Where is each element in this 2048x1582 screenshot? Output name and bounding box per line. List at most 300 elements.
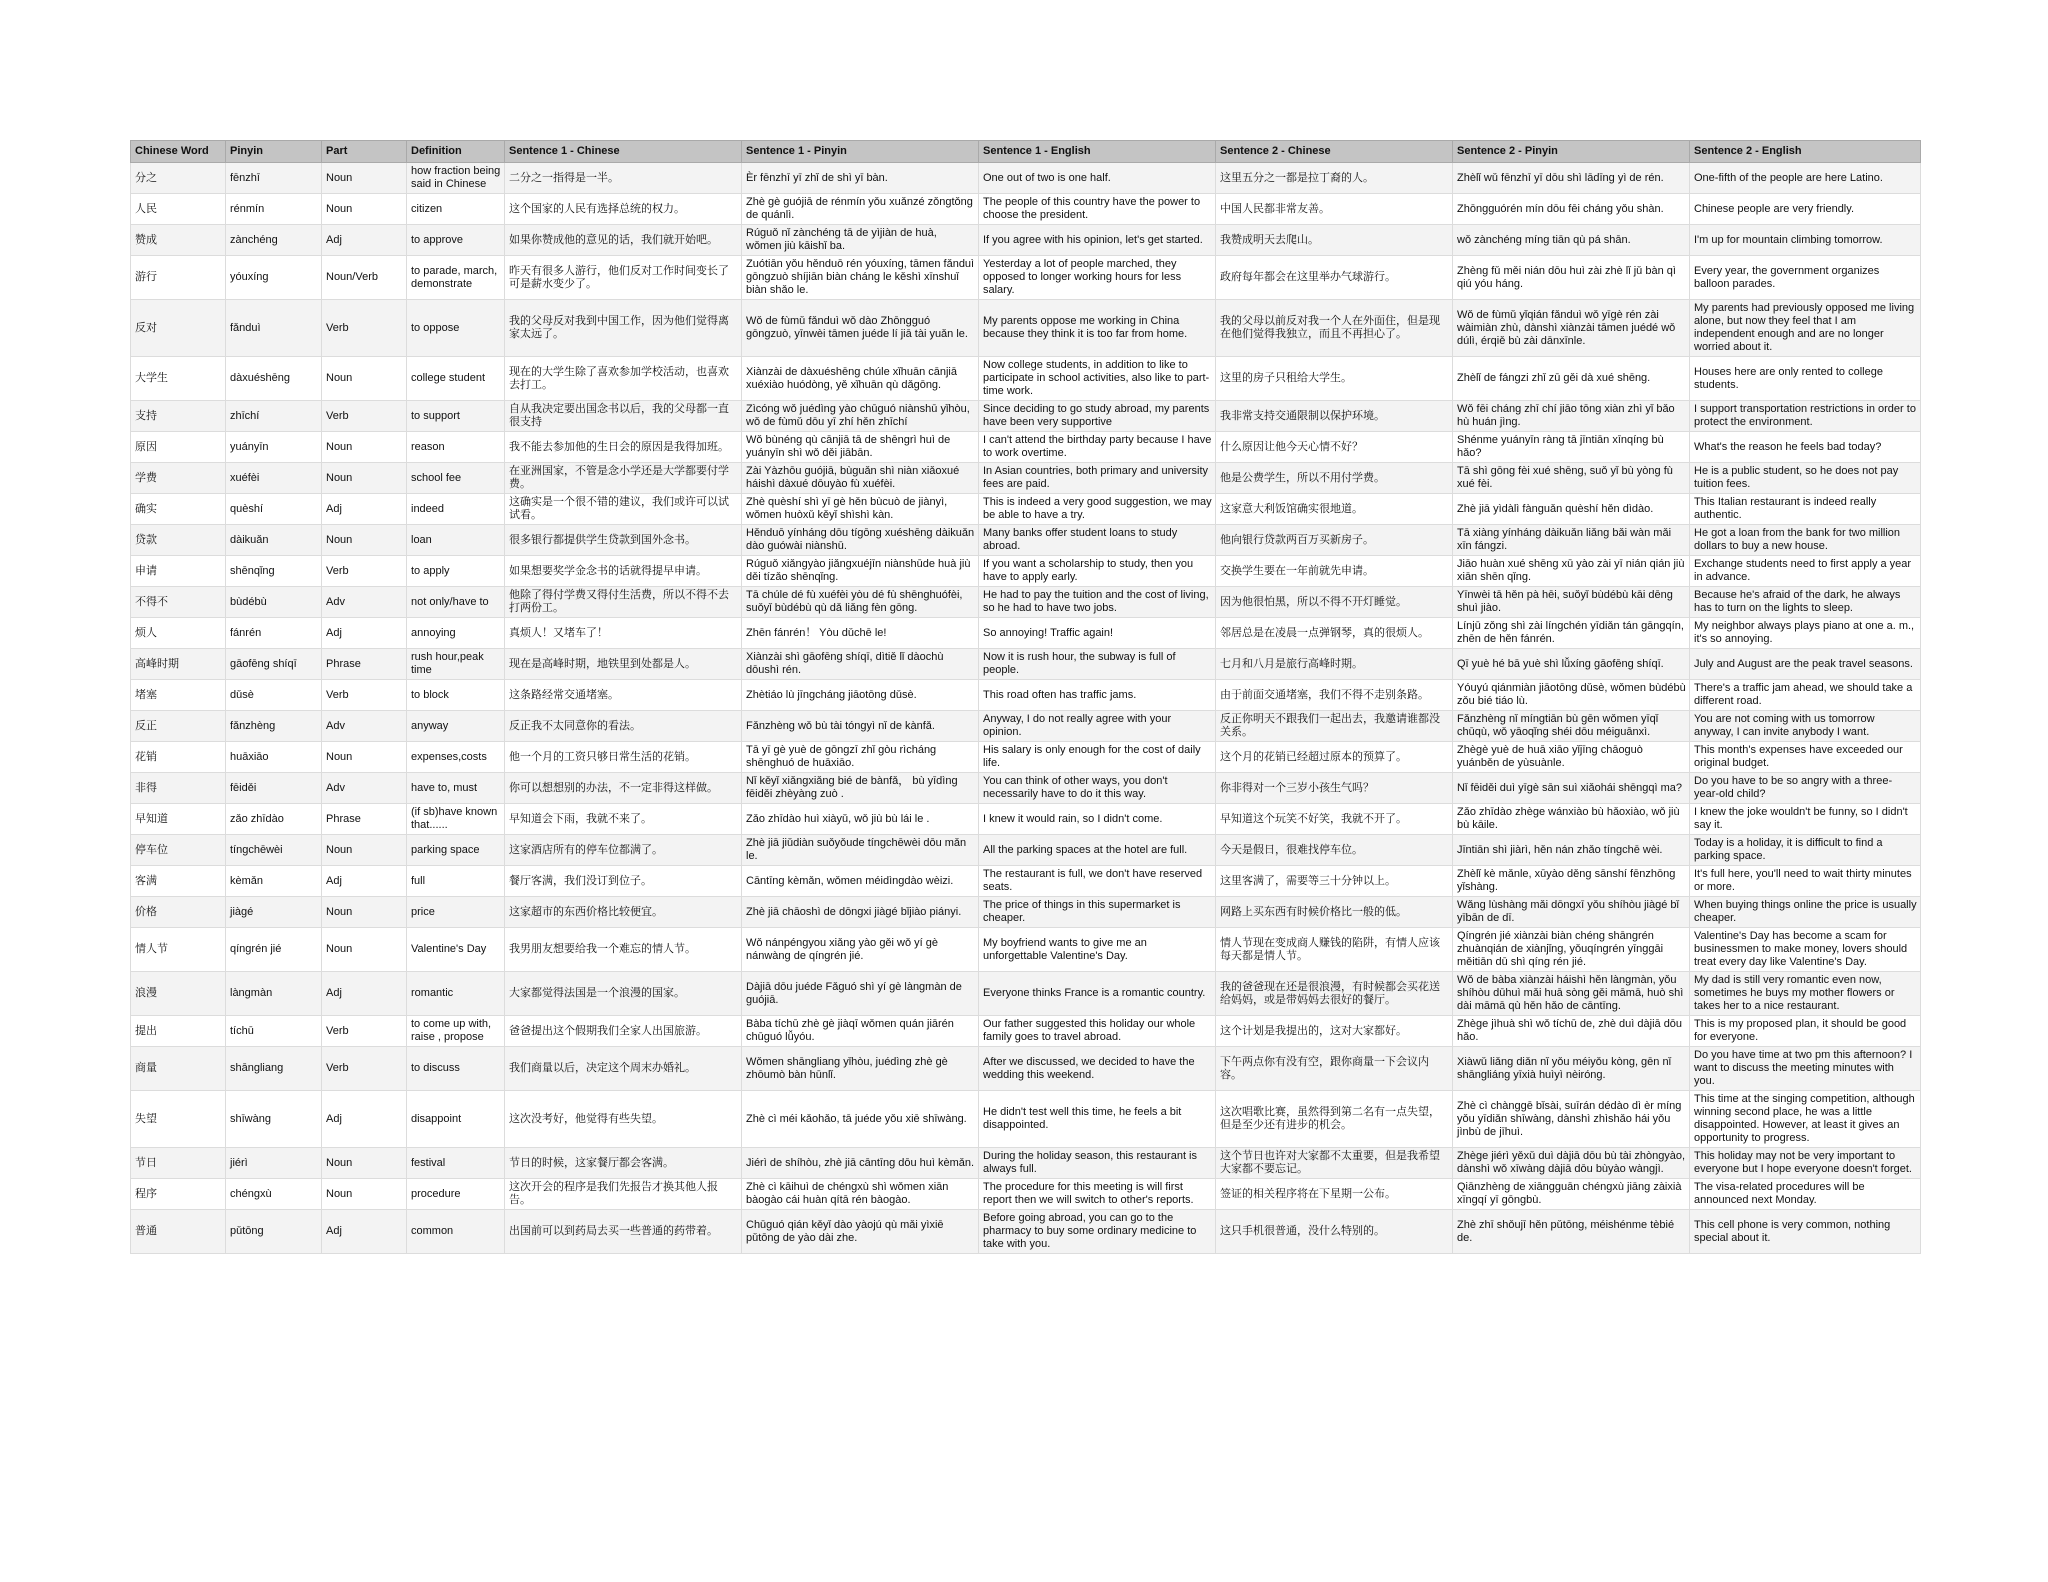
cell-definition: to come up with, raise , propose xyxy=(407,1016,505,1047)
cell-sentence1-chinese: 爸爸提出这个假期我们全家人出国旅游。 xyxy=(505,1016,742,1047)
cell-sentence2-english: The visa-related procedures will be announced next Monday. xyxy=(1690,1179,1921,1210)
cell-definition: indeed xyxy=(407,494,505,525)
cell-part: Adv xyxy=(322,587,407,618)
cell-pinyin: dàxuéshēng xyxy=(226,357,322,401)
cell-definition: to discuss xyxy=(407,1047,505,1091)
table-row xyxy=(131,1179,1921,1210)
cell-sentence2-english: It's full here, you'll need to wait thirty minutes or more. xyxy=(1690,866,1921,897)
cell-sentence2-english: This cell phone is very common, nothing special about it. xyxy=(1690,1210,1921,1254)
cell-definition: school fee xyxy=(407,463,505,494)
cell-part: Noun xyxy=(322,163,407,194)
cell-sentence1-english: The restaurant is full, we don't have reserved seats. xyxy=(979,866,1216,897)
cell-sentence2-chinese: 你非得对一个三岁小孩生气吗？ xyxy=(1216,773,1453,804)
cell-part: Noun xyxy=(322,357,407,401)
cell-sentence1-chinese: 昨天有很多人游行，他们反对工作时间变长了可是薪水变少了。 xyxy=(505,256,742,300)
table-row xyxy=(131,225,1921,256)
cell-sentence2-chinese: 由于前面交通堵塞，我们不得不走别条路。 xyxy=(1216,680,1453,711)
cell-definition: to block xyxy=(407,680,505,711)
cell-definition: to parade, march, demonstrate xyxy=(407,256,505,300)
cell-sentence2-english: Because he's afraid of the dark, he always has to turn on the lights to sleep. xyxy=(1690,587,1921,618)
cell-chinese-word: 早知道 xyxy=(131,804,226,835)
cell-sentence2-chinese: 七月和八月是旅行高峰时期。 xyxy=(1216,649,1453,680)
cell-sentence1-chinese: 出国前可以到药局去买一些普通的药带着。 xyxy=(505,1210,742,1254)
cell-definition: expenses,costs xyxy=(407,742,505,773)
cell-pinyin: jiàgé xyxy=(226,897,322,928)
cell-chinese-word: 申请 xyxy=(131,556,226,587)
table-row xyxy=(131,742,1921,773)
cell-sentence2-chinese: 这里客满了，需要等三十分钟以上。 xyxy=(1216,866,1453,897)
cell-sentence1-english: This is indeed a very good suggestion, we may be able to have a try. xyxy=(979,494,1216,525)
cell-sentence1-english: One out of two is one half. xyxy=(979,163,1216,194)
cell-sentence2-pinyin: Zhège jiérì yěxǔ duì dàjiā dōu bù tài zhòngyào, dànshì wǒ xīwàng dàjiā dōu bùyào wàngjì. xyxy=(1453,1148,1690,1179)
cell-sentence1-pinyin: Cāntīng kèmǎn, wǒmen méidìngdào wèizi. xyxy=(742,866,979,897)
cell-sentence1-english: Everyone thinks France is a romantic country. xyxy=(979,972,1216,1016)
cell-definition: how fraction being said in Chinese xyxy=(407,163,505,194)
cell-sentence2-english: My neighbor always plays piano at one a. m., it's so annoying. xyxy=(1690,618,1921,649)
cell-sentence1-chinese: 这次没考好，他觉得有些失望。 xyxy=(505,1091,742,1148)
cell-sentence2-english: This time at the singing competition, although winning second place, he was a little disappointed. However, at least it gives an opportunity to progress. xyxy=(1690,1091,1921,1148)
cell-pinyin: zǎo zhīdào xyxy=(226,804,322,835)
cell-sentence1-pinyin: Dàjiā dōu juéde Fǎguó shì yí gè làngmàn de guójiā. xyxy=(742,972,979,1016)
cell-sentence2-pinyin: Shénme yuányīn ràng tā jīntiān xīnqíng bù hǎo? xyxy=(1453,432,1690,463)
column-header-sentence1-chinese: Sentence 1 - Chinese xyxy=(505,141,742,163)
cell-pinyin: tíchū xyxy=(226,1016,322,1047)
cell-sentence2-english: I knew the joke wouldn't be funny, so I didn't say it. xyxy=(1690,804,1921,835)
cell-sentence1-pinyin: Zhè cì méi kǎohǎo, tā juéde yǒu xiē shīwàng. xyxy=(742,1091,979,1148)
cell-sentence1-english: So annoying! Traffic again! xyxy=(979,618,1216,649)
cell-sentence1-pinyin: Zǎo zhīdào huì xiàyǔ, wǒ jiù bù lái le . xyxy=(742,804,979,835)
cell-part: Phrase xyxy=(322,804,407,835)
cell-sentence2-chinese: 邻居总是在凌晨一点弹钢琴，真的很烦人。 xyxy=(1216,618,1453,649)
table-row xyxy=(131,680,1921,711)
column-header-part: Part xyxy=(322,141,407,163)
cell-sentence2-english: What's the reason he feels bad today? xyxy=(1690,432,1921,463)
cell-pinyin: zhīchí xyxy=(226,401,322,432)
cell-sentence1-pinyin: Wǒ de fùmǔ fǎnduì wǒ dào Zhōngguó gōngzuò, yīnwèi tāmen juéde lí jiā tài yuǎn le. xyxy=(742,300,979,357)
cell-sentence1-pinyin: Zhè gè guójiā de rénmín yǒu xuǎnzé zǒngtǒng de quánlì. xyxy=(742,194,979,225)
cell-pinyin: fánrén xyxy=(226,618,322,649)
table-row xyxy=(131,972,1921,1016)
cell-definition: have to, must xyxy=(407,773,505,804)
cell-sentence1-pinyin: Zhè jiā chāoshì de dōngxi jiàgé bǐjiào piányi. xyxy=(742,897,979,928)
cell-sentence1-pinyin: Zìcóng wǒ juédìng yào chūguó niànshū yǐhòu, wǒ de fùmǔ dōu yī zhí hěn zhīchí xyxy=(742,401,979,432)
cell-sentence1-english: Many banks offer student loans to study abroad. xyxy=(979,525,1216,556)
cell-sentence2-english: There's a traffic jam ahead, we should take a different road. xyxy=(1690,680,1921,711)
cell-definition: festival xyxy=(407,1148,505,1179)
cell-sentence2-chinese: 这家意大利饭馆确实很地道。 xyxy=(1216,494,1453,525)
header-row xyxy=(131,141,1921,163)
cell-sentence1-english: Our father suggested this holiday our whole family goes to travel abroad. xyxy=(979,1016,1216,1047)
cell-sentence1-english: All the parking spaces at the hotel are full. xyxy=(979,835,1216,866)
cell-chinese-word: 游行 xyxy=(131,256,226,300)
cell-definition: Valentine's Day xyxy=(407,928,505,972)
cell-sentence1-english: I can't attend the birthday party because I have to work overtime. xyxy=(979,432,1216,463)
cell-chinese-word: 确实 xyxy=(131,494,226,525)
cell-sentence2-chinese: 我的爸爸现在还是很浪漫，有时候都会买花送给妈妈，或是带妈妈去很好的餐厅。 xyxy=(1216,972,1453,1016)
cell-sentence2-english: Exchange students need to first apply a year in advance. xyxy=(1690,556,1921,587)
cell-sentence2-english: He is a public student, so he does not pay tuition fees. xyxy=(1690,463,1921,494)
cell-chinese-word: 原因 xyxy=(131,432,226,463)
cell-definition: to approve xyxy=(407,225,505,256)
cell-chinese-word: 停车位 xyxy=(131,835,226,866)
cell-part: Verb xyxy=(322,1047,407,1091)
cell-pinyin: xuéfèi xyxy=(226,463,322,494)
cell-sentence2-chinese: 网路上买东西有时候价格比一般的低。 xyxy=(1216,897,1453,928)
cell-sentence1-pinyin: Xiànzài de dàxuéshēng chúle xǐhuān cānjiā xuéxiào huódòng, yě xǐhuān qù dǎgōng. xyxy=(742,357,979,401)
column-header-pinyin: Pinyin xyxy=(226,141,322,163)
cell-sentence1-chinese: 我的父母反对我到中国工作，因为他们觉得离家太远了。 xyxy=(505,300,742,357)
cell-sentence1-chinese: 节日的时候，这家餐厅都会客满。 xyxy=(505,1148,742,1179)
cell-part: Verb xyxy=(322,1016,407,1047)
cell-sentence2-chinese: 交换学生要在一年前就先申请。 xyxy=(1216,556,1453,587)
cell-sentence2-chinese: 这个节日也许对大家都不太重要，但是我希望大家都不要忘记。 xyxy=(1216,1148,1453,1179)
cell-chinese-word: 提出 xyxy=(131,1016,226,1047)
column-header-sentence1-pinyin: Sentence 1 - Pinyin xyxy=(742,141,979,163)
cell-sentence2-chinese: 这只手机很普通，没什么特别的。 xyxy=(1216,1210,1453,1254)
cell-sentence1-chinese: 这家酒店所有的停车位都满了。 xyxy=(505,835,742,866)
cell-sentence2-english: Houses here are only rented to college students. xyxy=(1690,357,1921,401)
cell-definition: disappoint xyxy=(407,1091,505,1148)
cell-chinese-word: 分之 xyxy=(131,163,226,194)
cell-sentence1-english: The procedure for this meeting is will first report then we will switch to other's reports. xyxy=(979,1179,1216,1210)
cell-sentence1-chinese: 很多银行都提供学生贷款到国外念书。 xyxy=(505,525,742,556)
cell-sentence1-pinyin: Rúguǒ nǐ zànchéng tā de yìjiàn de huà, wǒmen jiù kāishǐ ba. xyxy=(742,225,979,256)
column-header-sentence1-english: Sentence 1 - English xyxy=(979,141,1216,163)
cell-sentence2-pinyin: Zhè cì chànggē bǐsài, suīrán dédào dì èr míng yǒu yīdiǎn shīwàng, dànshì zhìshǎo hái yǒu jìnbù de jīhuì. xyxy=(1453,1091,1690,1148)
cell-sentence2-english: This Italian restaurant is indeed really authentic. xyxy=(1690,494,1921,525)
table-row xyxy=(131,401,1921,432)
cell-sentence2-pinyin: Zhōngguórén mín dōu fēi cháng yǒu shàn. xyxy=(1453,194,1690,225)
cell-part: Phrase xyxy=(322,649,407,680)
cell-sentence1-chinese: 自从我决定要出国念书以后，我的父母都一直很支持 xyxy=(505,401,742,432)
table-row xyxy=(131,432,1921,463)
cell-chinese-word: 节日 xyxy=(131,1148,226,1179)
cell-pinyin: làngmàn xyxy=(226,972,322,1016)
table-row xyxy=(131,494,1921,525)
table-row xyxy=(131,556,1921,587)
cell-chinese-word: 浪漫 xyxy=(131,972,226,1016)
cell-sentence1-chinese: 他除了得付学费又得付生活费，所以不得不去打两份工。 xyxy=(505,587,742,618)
cell-sentence1-pinyin: Jiérì de shíhòu, zhè jiā cāntīng dōu huì kèmǎn. xyxy=(742,1148,979,1179)
cell-sentence1-pinyin: Rúguǒ xiǎngyào jiǎngxuéjīn niànshūde huà jiù děi tízǎo shēnqǐng. xyxy=(742,556,979,587)
cell-sentence1-chinese: 我男朋友想要给我一个难忘的情人节。 xyxy=(505,928,742,972)
cell-sentence2-english: This month's expenses have exceeded our original budget. xyxy=(1690,742,1921,773)
table-row xyxy=(131,773,1921,804)
cell-part: Adj xyxy=(322,618,407,649)
table-row xyxy=(131,711,1921,742)
cell-chinese-word: 学费 xyxy=(131,463,226,494)
cell-sentence1-english: If you want a scholarship to study, then you have to apply early. xyxy=(979,556,1216,587)
cell-sentence1-english: In Asian countries, both primary and university fees are paid. xyxy=(979,463,1216,494)
cell-definition: annoying xyxy=(407,618,505,649)
cell-sentence2-pinyin: Zǎo zhīdào zhège wánxiào bù hǎoxiào, wǒ jiù bù kāile. xyxy=(1453,804,1690,835)
cell-sentence1-english: He didn't test well this time, he feels a bit disappointed. xyxy=(979,1091,1216,1148)
cell-sentence1-english: Yesterday a lot of people marched, they opposed to longer working hours for less salary. xyxy=(979,256,1216,300)
cell-sentence2-english: Valentine's Day has become a scam for businessmen to make money, lovers should treat every day like Valentine's Day. xyxy=(1690,928,1921,972)
cell-sentence1-pinyin: Wǒ bùnéng qù cānjiā tā de shēngrì huì de yuányīn shì wǒ děi jiābān. xyxy=(742,432,979,463)
cell-sentence2-english: Today is a holiday, it is difficult to find a parking space. xyxy=(1690,835,1921,866)
cell-pinyin: pǔtōng xyxy=(226,1210,322,1254)
cell-sentence2-pinyin: Zhège jìhuà shì wǒ tíchū de, zhè duì dàjiā dōu hǎo. xyxy=(1453,1016,1690,1047)
cell-pinyin: bùdébù xyxy=(226,587,322,618)
table-row xyxy=(131,587,1921,618)
cell-sentence2-chinese: 签证的相关程序将在下星期一公布。 xyxy=(1216,1179,1453,1210)
cell-sentence2-chinese: 这里五分之一都是拉丁裔的人。 xyxy=(1216,163,1453,194)
cell-sentence1-english: Before going abroad, you can go to the pharmacy to buy some ordinary medicine to take with you. xyxy=(979,1210,1216,1254)
cell-sentence2-pinyin: Xiàwǔ liǎng diǎn nǐ yǒu méiyǒu kòng, gēn nǐ shāngliáng yīxià huìyì nèiróng. xyxy=(1453,1047,1690,1091)
cell-pinyin: fǎnzhèng xyxy=(226,711,322,742)
cell-sentence1-chinese: 这个国家的人民有选择总统的权力。 xyxy=(505,194,742,225)
cell-sentence1-chinese: 大家都觉得法国是一个浪漫的国家。 xyxy=(505,972,742,1016)
cell-pinyin: jiérì xyxy=(226,1148,322,1179)
cell-sentence2-chinese: 这个月的花销已经超过原本的预算了。 xyxy=(1216,742,1453,773)
cell-sentence2-english: Do you have to be so angry with a three-year-old child? xyxy=(1690,773,1921,804)
table-row xyxy=(131,300,1921,357)
cell-sentence2-chinese: 下午两点你有没有空，跟你商量一下会议内容。 xyxy=(1216,1047,1453,1091)
table-body xyxy=(131,163,1921,1254)
cell-chinese-word: 大学生 xyxy=(131,357,226,401)
cell-part: Adv xyxy=(322,773,407,804)
cell-part: Noun xyxy=(322,897,407,928)
cell-sentence2-chinese: 这里的房子只租给大学生。 xyxy=(1216,357,1453,401)
cell-sentence2-pinyin: Wǒ de bàba xiànzài háishì hěn làngmàn, yǒu shíhòu dūhuì mǎi huā sòng gěi māmā, huò shì dài māmā qù hěn hǎo de cāntīng. xyxy=(1453,972,1690,1016)
cell-part: Verb xyxy=(322,300,407,357)
cell-sentence1-english: Since deciding to go study abroad, my parents have been very supportive xyxy=(979,401,1216,432)
table-row xyxy=(131,1210,1921,1254)
cell-definition: to oppose xyxy=(407,300,505,357)
cell-part: Adj xyxy=(322,225,407,256)
cell-sentence1-chinese: 我们商量以后，决定这个周末办婚礼。 xyxy=(505,1047,742,1091)
cell-sentence1-chinese: 早知道会下雨，我就不来了。 xyxy=(505,804,742,835)
vocabulary-sheet xyxy=(130,140,1920,1254)
cell-sentence2-pinyin: Línjū zǒng shì zài língchén yīdiǎn tán gāngqín, zhēn de hěn fánrén. xyxy=(1453,618,1690,649)
cell-chinese-word: 程序 xyxy=(131,1179,226,1210)
cell-sentence2-pinyin: Qī yuè hé bā yuè shì lǚxíng gāofēng shíqī. xyxy=(1453,649,1690,680)
cell-sentence2-pinyin: Zhè jiā yìdàlì fànguǎn quèshí hěn dìdào. xyxy=(1453,494,1690,525)
cell-pinyin: zànchéng xyxy=(226,225,322,256)
table-row xyxy=(131,357,1921,401)
cell-part: Noun xyxy=(322,194,407,225)
cell-sentence1-english: My parents oppose me working in China because they think it is too far from home. xyxy=(979,300,1216,357)
cell-part: Noun xyxy=(322,835,407,866)
cell-sentence1-chinese: 如果你赞成他的意见的话，我们就开始吧。 xyxy=(505,225,742,256)
cell-part: Noun xyxy=(322,525,407,556)
column-header-chinese-word: Chinese Word xyxy=(131,141,226,163)
cell-sentence1-english: Now college students, in addition to like to participate in school activities, also like to part-time work. xyxy=(979,357,1216,401)
cell-chinese-word: 花销 xyxy=(131,742,226,773)
cell-pinyin: tíngchēwèi xyxy=(226,835,322,866)
table-row xyxy=(131,835,1921,866)
cell-sentence2-pinyin: Wǒ fēi cháng zhī chí jiāo tōng xiàn zhì yǐ bǎo hù huán jìng. xyxy=(1453,401,1690,432)
cell-sentence2-pinyin: Tā xiàng yínháng dàikuǎn liǎng bǎi wàn mǎi xīn fángzi. xyxy=(1453,525,1690,556)
cell-definition: citizen xyxy=(407,194,505,225)
cell-sentence2-english: I'm up for mountain climbing tomorrow. xyxy=(1690,225,1921,256)
cell-sentence2-pinyin: Zhèlǐ wǔ fēnzhī yī dōu shì lādīng yì de rén. xyxy=(1453,163,1690,194)
cell-sentence2-pinyin: Fǎnzhèng nǐ míngtiān bù gēn wǒmen yīqǐ chūqù, wǒ yāoqǐng shéi dōu méiguānxì. xyxy=(1453,711,1690,742)
cell-sentence2-chinese: 这个计划是我提出的，这对大家都好。 xyxy=(1216,1016,1453,1047)
cell-sentence2-english: I support transportation restrictions in order to protect the environment. xyxy=(1690,401,1921,432)
cell-definition: not only/have to xyxy=(407,587,505,618)
cell-sentence1-pinyin: Èr fēnzhī yī zhǐ de shì yī bàn. xyxy=(742,163,979,194)
cell-sentence1-chinese: 这家超市的东西价格比较便宜。 xyxy=(505,897,742,928)
cell-sentence2-english: This holiday may not be very important to everyone but I hope everyone doesn't forget. xyxy=(1690,1148,1921,1179)
cell-sentence1-english: His salary is only enough for the cost of daily life. xyxy=(979,742,1216,773)
cell-sentence1-english: If you agree with his opinion, let's get started. xyxy=(979,225,1216,256)
cell-sentence2-english: Do you have time at two pm this afternoon? I want to discuss the meeting minutes with you. xyxy=(1690,1047,1921,1091)
cell-sentence1-pinyin: Zhēn fánrén！ Yòu dǔchē le! xyxy=(742,618,979,649)
cell-definition: common xyxy=(407,1210,505,1254)
cell-chinese-word: 普通 xyxy=(131,1210,226,1254)
cell-definition: rush hour,peak time xyxy=(407,649,505,680)
cell-sentence1-pinyin: Zhè jiā jiǔdiàn suǒyǒude tíngchēwèi dōu mǎn le. xyxy=(742,835,979,866)
cell-part: Verb xyxy=(322,401,407,432)
cell-definition: parking space xyxy=(407,835,505,866)
cell-sentence2-english: My dad is still very romantic even now, sometimes he buys my mother flowers or takes her to a nice restaurant. xyxy=(1690,972,1921,1016)
cell-sentence2-pinyin: Zhè zhī shǒujī hěn pǔtōng, méishénme tèbié de. xyxy=(1453,1210,1690,1254)
cell-sentence1-chinese: 这条路经常交通堵塞。 xyxy=(505,680,742,711)
column-header-sentence2-english: Sentence 2 - English xyxy=(1690,141,1921,163)
cell-chinese-word: 不得不 xyxy=(131,587,226,618)
cell-sentence2-chinese: 他向银行贷款两百万买新房子。 xyxy=(1216,525,1453,556)
cell-chinese-word: 情人节 xyxy=(131,928,226,972)
cell-part: Adj xyxy=(322,866,407,897)
cell-sentence1-pinyin: Zhè quèshí shì yī gè hěn bùcuò de jiànyì, wǒmen huòxǔ kěyǐ shìshì kàn. xyxy=(742,494,979,525)
cell-definition: full xyxy=(407,866,505,897)
cell-sentence2-chinese: 中国人民都非常友善。 xyxy=(1216,194,1453,225)
cell-sentence2-english: Chinese people are very friendly. xyxy=(1690,194,1921,225)
cell-definition: price xyxy=(407,897,505,928)
cell-sentence1-english: He had to pay the tuition and the cost of living, so he had to have two jobs. xyxy=(979,587,1216,618)
cell-part: Adj xyxy=(322,972,407,1016)
cell-sentence1-chinese: 他一个月的工资只够日常生活的花销。 xyxy=(505,742,742,773)
cell-sentence1-pinyin: Zài Yàzhōu guójiā, bùguǎn shì niàn xiǎoxué háishì dàxué dōuyào fù xuéfèi. xyxy=(742,463,979,494)
cell-chinese-word: 反正 xyxy=(131,711,226,742)
cell-sentence1-pinyin: Bàba tíchū zhè gè jiàqī wǒmen quán jiārén chūguó lǚyóu. xyxy=(742,1016,979,1047)
cell-sentence1-chinese: 真烦人！又堵车了！ xyxy=(505,618,742,649)
table-row xyxy=(131,928,1921,972)
table-row xyxy=(131,804,1921,835)
cell-sentence2-chinese: 今天是假日，很难找停车位。 xyxy=(1216,835,1453,866)
cell-sentence1-pinyin: Wǒ nánpéngyou xiǎng yào gěi wǒ yí gè nánwàng de qíngrén jié. xyxy=(742,928,979,972)
cell-sentence1-english: Now it is rush hour, the subway is full of people. xyxy=(979,649,1216,680)
cell-sentence2-chinese: 情人节现在变成商人赚钱的陷阱，有情人应该每天都是情人节。 xyxy=(1216,928,1453,972)
cell-sentence1-pinyin: Zhètiáo lù jīngcháng jiāotōng dǔsè. xyxy=(742,680,979,711)
cell-chinese-word: 支持 xyxy=(131,401,226,432)
cell-pinyin: shīwàng xyxy=(226,1091,322,1148)
cell-sentence2-english: One-fifth of the people are here Latino. xyxy=(1690,163,1921,194)
cell-sentence2-chinese: 早知道这个玩笑不好笑，我就不开了。 xyxy=(1216,804,1453,835)
cell-sentence1-pinyin: Zuótiān yǒu hěnduō rén yóuxíng, tāmen fǎnduì gōngzuò shíjiān biàn cháng le kěshì xīnshuǐ biàn shǎo le. xyxy=(742,256,979,300)
cell-sentence1-english: During the holiday season, this restaurant is always full. xyxy=(979,1148,1216,1179)
table-row xyxy=(131,463,1921,494)
cell-sentence1-pinyin: Xiànzài shì gāofēng shíqī, dìtiě lǐ dàochù dōushì rén. xyxy=(742,649,979,680)
cell-sentence2-pinyin: Zhèlǐ de fángzi zhǐ zū gěi dà xué shēng. xyxy=(1453,357,1690,401)
cell-pinyin: fēnzhī xyxy=(226,163,322,194)
cell-pinyin: dǔsè xyxy=(226,680,322,711)
cell-sentence1-english: The price of things in this supermarket is cheaper. xyxy=(979,897,1216,928)
cell-part: Noun xyxy=(322,1148,407,1179)
cell-part: Adj xyxy=(322,1210,407,1254)
cell-part: Adj xyxy=(322,1091,407,1148)
cell-definition: to support xyxy=(407,401,505,432)
cell-chinese-word: 贷款 xyxy=(131,525,226,556)
cell-definition: reason xyxy=(407,432,505,463)
cell-sentence1-chinese: 现在的大学生除了喜欢参加学校活动，也喜欢去打工。 xyxy=(505,357,742,401)
table-row xyxy=(131,1016,1921,1047)
cell-sentence1-chinese: 我不能去参加他的生日会的原因是我得加班。 xyxy=(505,432,742,463)
cell-sentence2-english: He got a loan from the bank for two million dollars to buy a new house. xyxy=(1690,525,1921,556)
cell-sentence2-english: When buying things online the price is usually cheaper. xyxy=(1690,897,1921,928)
cell-chinese-word: 烦人 xyxy=(131,618,226,649)
cell-sentence2-english: Every year, the government organizes balloon parades. xyxy=(1690,256,1921,300)
table-row xyxy=(131,897,1921,928)
table-row xyxy=(131,1047,1921,1091)
cell-sentence2-pinyin: Yóuyú qiánmiàn jiāotōng dǔsè, wǒmen bùdébù zǒu bié tiáo lù. xyxy=(1453,680,1690,711)
cell-sentence2-pinyin: Zhèlǐ kè mǎnle, xūyào děng sānshí fēnzhōng yǐshàng. xyxy=(1453,866,1690,897)
cell-definition: loan xyxy=(407,525,505,556)
cell-sentence2-pinyin: Yīnwèi tā hěn pà hēi, suǒyǐ bùdébù kāi dēng shuì jiào. xyxy=(1453,587,1690,618)
cell-sentence1-pinyin: Zhè cì kāihuì de chéngxù shì wǒmen xiān bàogào cái huàn qítā rén bàogào. xyxy=(742,1179,979,1210)
cell-chinese-word: 赞成 xyxy=(131,225,226,256)
cell-sentence1-chinese: 你可以想想别的办法，不一定非得这样做。 xyxy=(505,773,742,804)
cell-part: Noun xyxy=(322,463,407,494)
cell-pinyin: qíngrén jié xyxy=(226,928,322,972)
cell-chinese-word: 非得 xyxy=(131,773,226,804)
cell-sentence1-pinyin: Fǎnzhèng wǒ bù tài tóngyì nǐ de kànfǎ. xyxy=(742,711,979,742)
column-header-sentence2-pinyin: Sentence 2 - Pinyin xyxy=(1453,141,1690,163)
cell-sentence2-chinese: 我的父母以前反对我一个人在外面住，但是现在他们觉得我独立，而且不再担心了。 xyxy=(1216,300,1453,357)
cell-sentence1-chinese: 现在是高峰时期，地铁里到处都是人。 xyxy=(505,649,742,680)
cell-sentence1-pinyin: Chūguó qián kěyǐ dào yàojú qù mǎi yìxiē pǔtōng de yào dài zhe. xyxy=(742,1210,979,1254)
cell-chinese-word: 客满 xyxy=(131,866,226,897)
cell-sentence2-pinyin: Zhèng fǔ měi nián dōu huì zài zhè lǐ jǔ bàn qì qiú yóu háng. xyxy=(1453,256,1690,300)
cell-sentence1-chinese: 这次开会的程序是我们先报告才换其他人报告。 xyxy=(505,1179,742,1210)
cell-sentence2-english: You are not coming with us tomorrow anyway, I can invite anybody I want. xyxy=(1690,711,1921,742)
cell-sentence2-english: My parents had previously opposed me living alone, but now they feel that I am independent enough and are no longer worried about it. xyxy=(1690,300,1921,357)
cell-sentence1-english: This road often has traffic jams. xyxy=(979,680,1216,711)
cell-part: Noun/Verb xyxy=(322,256,407,300)
cell-chinese-word: 失望 xyxy=(131,1091,226,1148)
cell-sentence1-english: My boyfriend wants to give me an unforgettable Valentine's Day. xyxy=(979,928,1216,972)
cell-sentence2-pinyin: Zhègè yuè de huā xiāo yǐjīng chāoguò yuánběn de yùsuànle. xyxy=(1453,742,1690,773)
cell-sentence1-chinese: 这确实是一个很不错的建议，我们或许可以试试看。 xyxy=(505,494,742,525)
cell-sentence2-chinese: 因为他很怕黑，所以不得不开灯睡觉。 xyxy=(1216,587,1453,618)
cell-part: Verb xyxy=(322,556,407,587)
cell-sentence1-chinese: 餐厅客满，我们没订到位子。 xyxy=(505,866,742,897)
cell-part: Verb xyxy=(322,680,407,711)
cell-sentence2-pinyin: Wǎng lùshàng mǎi dōngxī yǒu shíhòu jiàgé bǐ yībān de dī. xyxy=(1453,897,1690,928)
cell-chinese-word: 价格 xyxy=(131,897,226,928)
cell-sentence1-pinyin: Nǐ kěyǐ xiǎngxiǎng bié de bànfǎ， bù yīdìng fēiděi zhèyàng zuò . xyxy=(742,773,979,804)
cell-pinyin: dàikuǎn xyxy=(226,525,322,556)
table-row xyxy=(131,866,1921,897)
cell-sentence1-pinyin: Hěnduō yínháng dōu tígōng xuéshēng dàikuǎn dào guówài niànshū. xyxy=(742,525,979,556)
cell-sentence1-chinese: 二分之一指得是一半。 xyxy=(505,163,742,194)
cell-sentence1-chinese: 在亚洲国家，不管是念小学还是大学都要付学费。 xyxy=(505,463,742,494)
cell-pinyin: chéngxù xyxy=(226,1179,322,1210)
cell-sentence1-pinyin: Tā yī gè yuè de gōngzī zhǐ gòu rìcháng shēnghuó de huāxiāo. xyxy=(742,742,979,773)
cell-pinyin: fǎnduì xyxy=(226,300,322,357)
cell-sentence1-pinyin: Wǒmen shāngliang yǐhòu, juédìng zhè gè zhōumò bàn hūnlǐ. xyxy=(742,1047,979,1091)
column-header-definition: Definition xyxy=(407,141,505,163)
cell-pinyin: rénmín xyxy=(226,194,322,225)
cell-sentence2-chinese: 我非常支持交通限制以保护环境。 xyxy=(1216,401,1453,432)
cell-sentence2-pinyin: Jiāo huàn xué shēng xū yào zài yī nián qián jiù xiān shēn qǐng. xyxy=(1453,556,1690,587)
table-row xyxy=(131,163,1921,194)
table-row xyxy=(131,525,1921,556)
table-row xyxy=(131,1148,1921,1179)
cell-sentence1-english: You can think of other ways, you don't necessarily have to do it this way. xyxy=(979,773,1216,804)
